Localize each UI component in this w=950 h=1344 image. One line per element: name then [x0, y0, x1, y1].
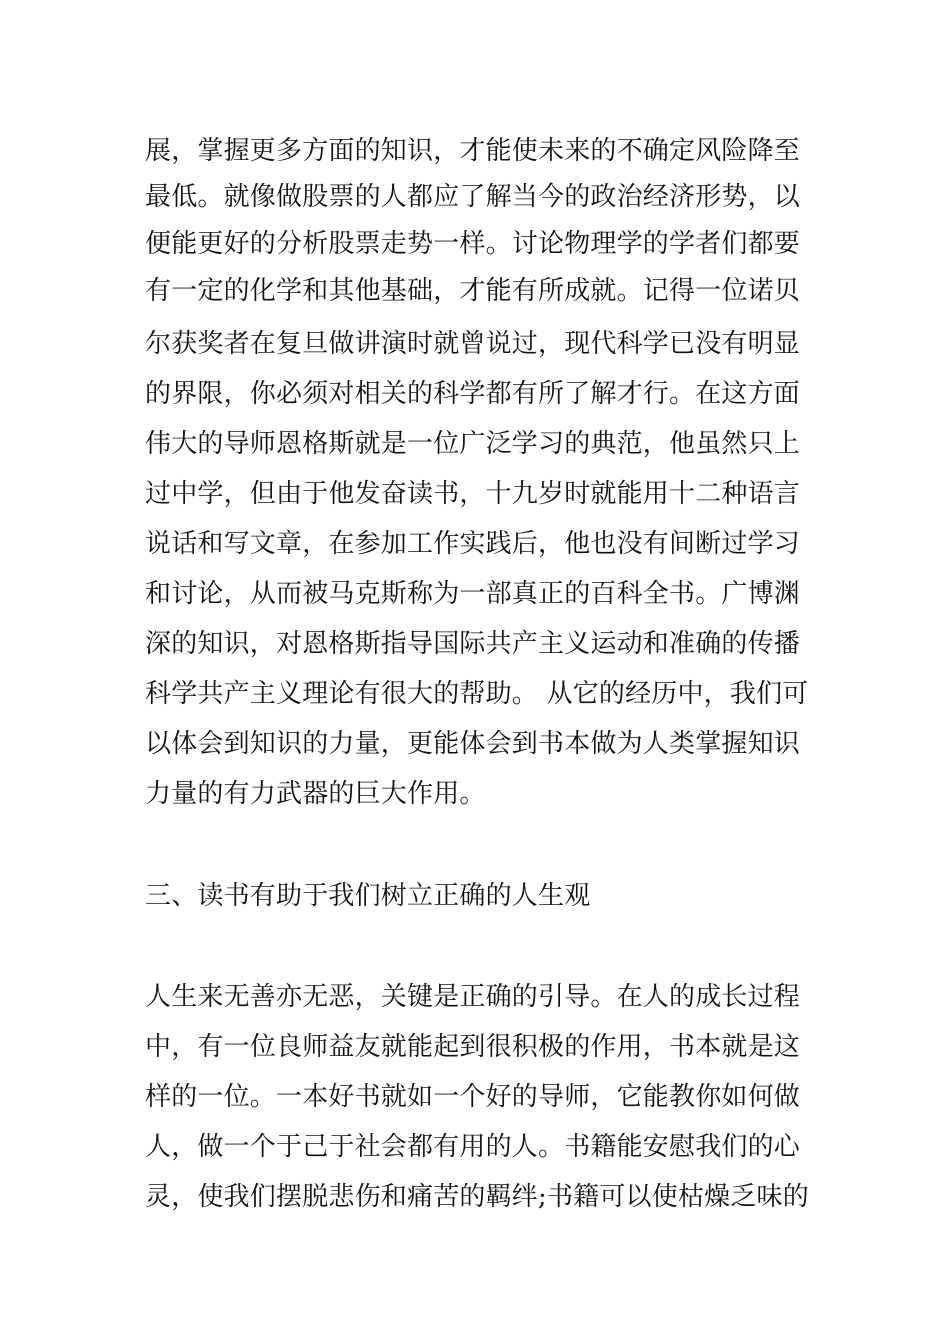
paragraph-1-line-4: 有一定的化学和其他基础，才能有所成就。记得一位诺贝: [145, 276, 801, 306]
paragraph-1-line-6: 的界限，你必须对相关的科学都有所了解才行。在这方面: [145, 379, 801, 409]
section-heading-3: 三、读书有助于我们树立正确的人生观: [145, 881, 591, 911]
paragraph-1-line-12: 科学共产主义理论有很大的帮助。 从它的经历中，我们可: [145, 679, 809, 709]
paragraph-1-line-5: 尔获奖者在复旦做讲演时就曾说过，现代科学已没有明显: [145, 329, 801, 359]
paragraph-2-line-5: 灵，使我们摆脱悲伤和痛苦的羁绊;书籍可以使枯燥乏味的: [145, 1182, 809, 1212]
paragraph-2-line-1: 人生来无善亦无恶，关键是正确的引导。在人的成长过程: [145, 982, 801, 1012]
paragraph-2-line-3: 样的一位。一本好书就如一个好的导师，它能教你如何做: [145, 1082, 801, 1112]
paragraph-1-line-7: 伟大的导师恩格斯就是一位广泛学习的典范，他虽然只上: [145, 429, 801, 459]
paragraph-1-line-13: 以体会到知识的力量，更能体会到书本做为人类掌握知识: [145, 729, 801, 759]
paragraph-1-line-3: 便能更好的分析股票走势一样。讨论物理学的学者们都要: [145, 229, 801, 259]
paragraph-1-line-8: 过中学，但由于他发奋读书，十九岁时就能用十二种语言: [145, 479, 801, 509]
paragraph-1-line-9: 说话和写文章，在参加工作实践后，他也没有间断过学习: [145, 529, 801, 559]
paragraph-1-line-14: 力量的有力武器的巨大作用。: [145, 779, 486, 809]
paragraph-1-line-11: 深的知识，对恩格斯指导国际共产主义运动和准确的传播: [145, 629, 801, 659]
paragraph-1-line-2: 最低。就像做股票的人都应了解当今的政治经济形势，以: [145, 182, 801, 212]
paragraph-1-line-1: 展，掌握更多方面的知识，才能使未来的不确定风险降至: [145, 136, 801, 166]
paragraph-2-line-4: 人，做一个于己于社会都有用的人。书籍能安慰我们的心: [145, 1132, 801, 1162]
paragraph-1-line-10: 和讨论，从而被马克斯称为一部真正的百科全书。广博渊: [145, 579, 801, 609]
paragraph-2-line-2: 中，有一位良师益友就能起到很积极的作用，书本就是这: [145, 1032, 801, 1062]
